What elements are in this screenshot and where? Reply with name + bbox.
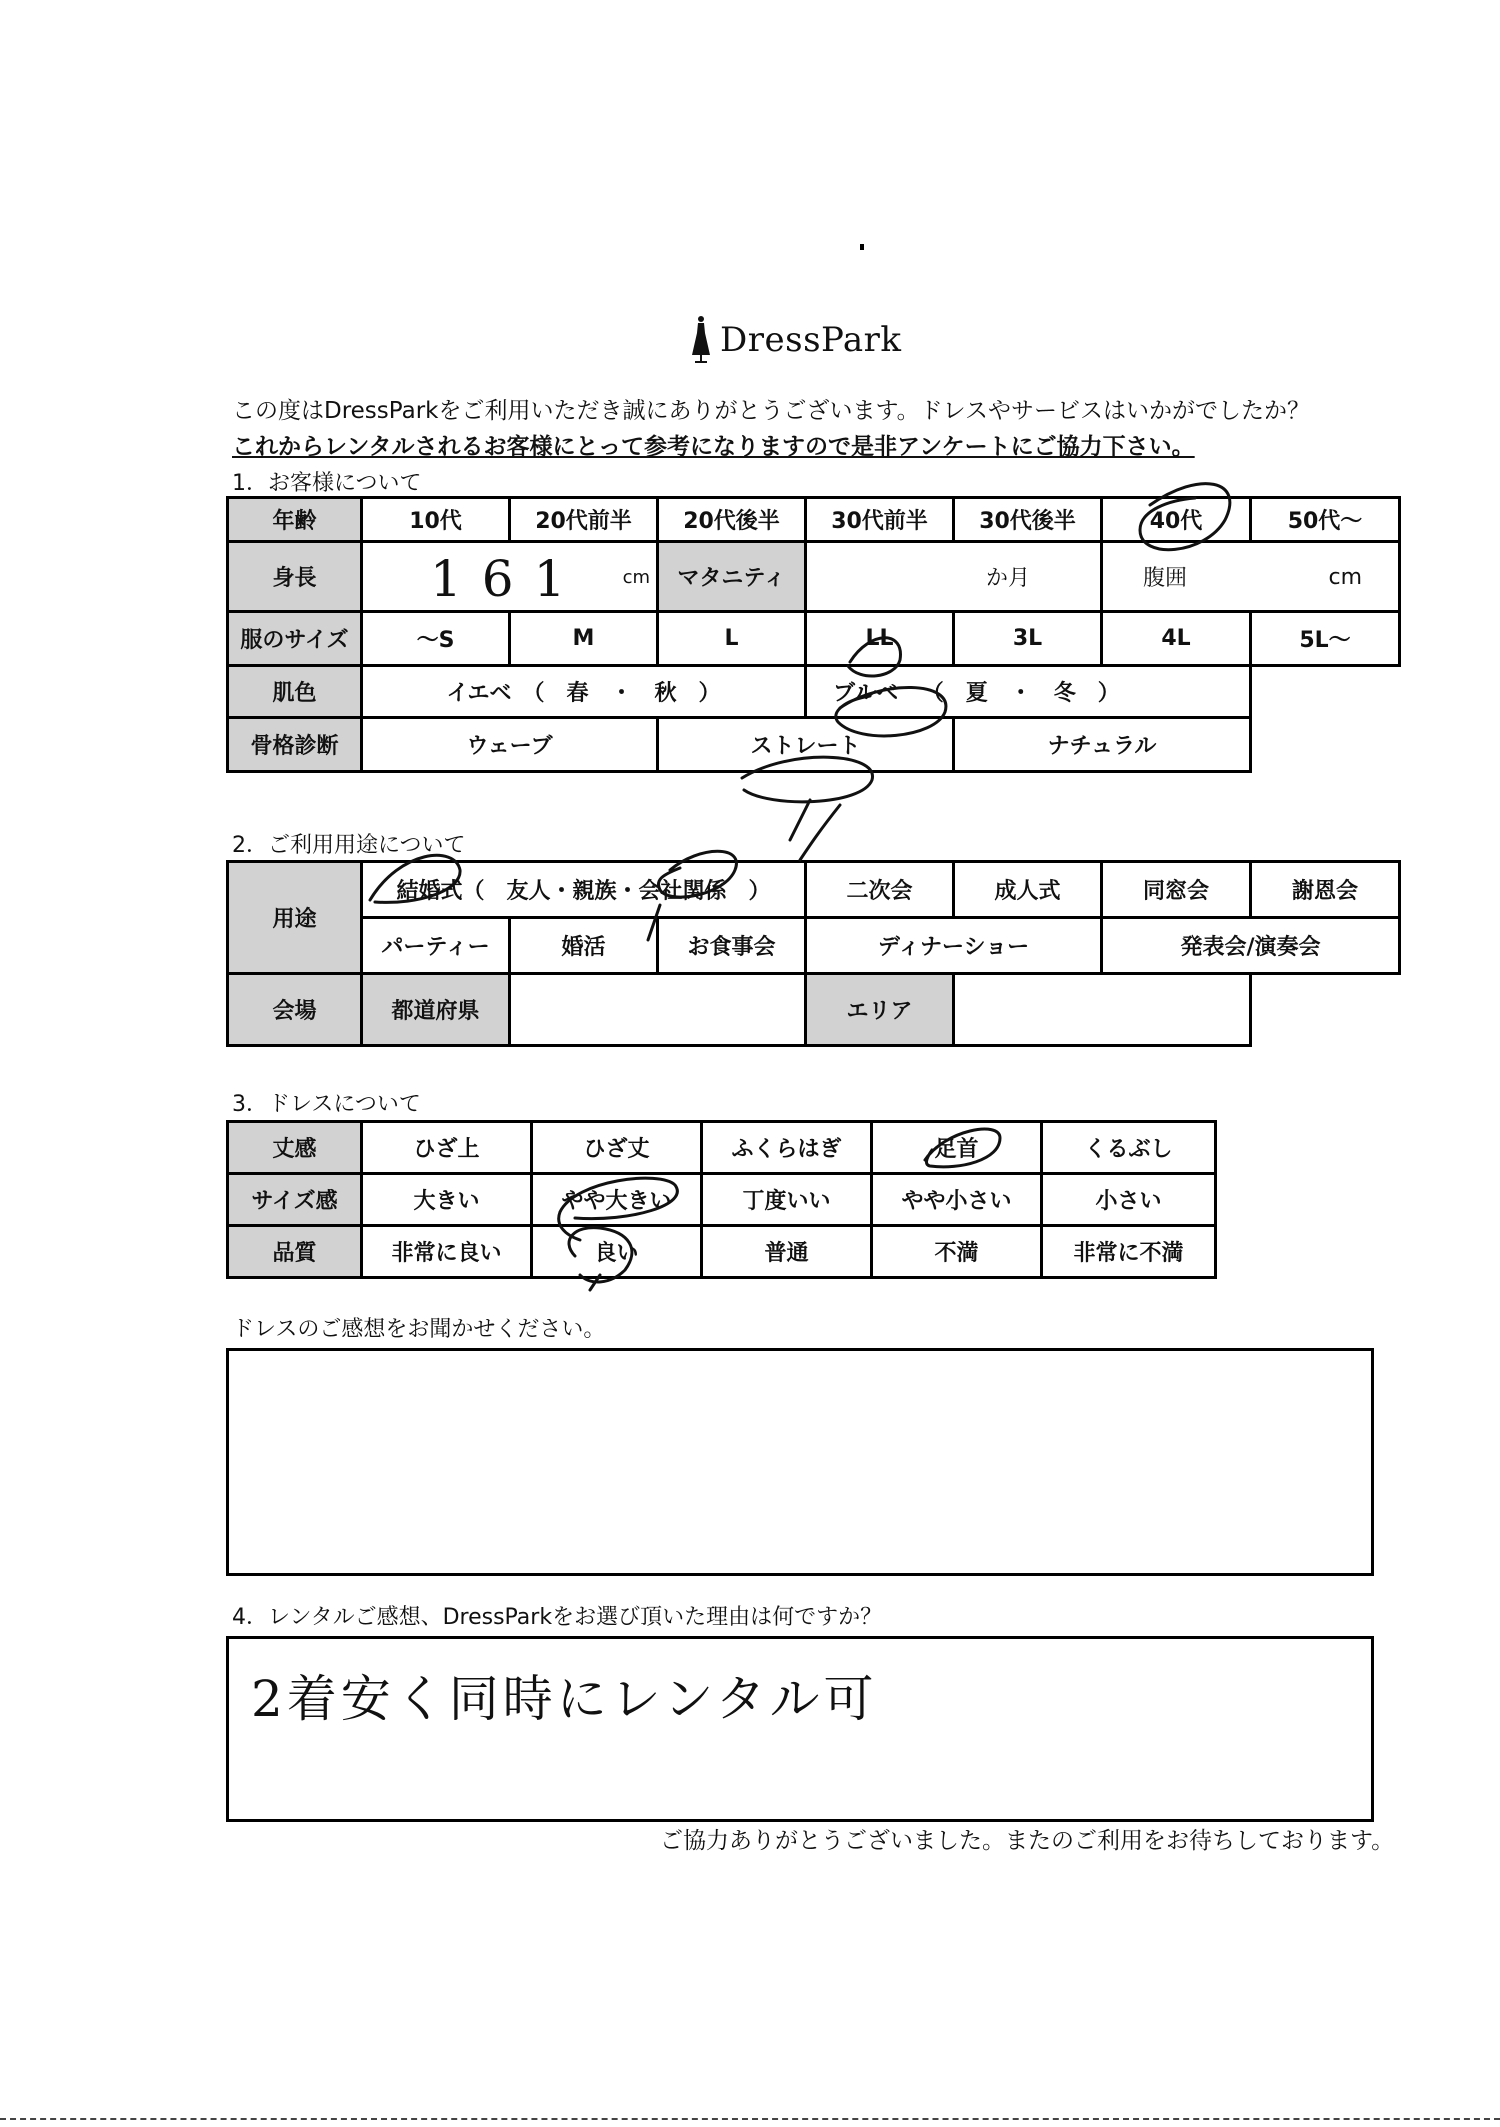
skin-option-blue-season: （ 夏 ・ 冬 ） bbox=[921, 681, 1120, 706]
section2-title: 2．ご利用用途について bbox=[232, 833, 466, 858]
circle-mark-skin bbox=[836, 687, 946, 735]
length-option-selected[interactable]: 足首 bbox=[872, 1122, 1042, 1174]
age-option[interactable]: 10代 bbox=[362, 498, 510, 542]
size-option[interactable]: 4L bbox=[1102, 612, 1251, 666]
purpose-option[interactable]: 成人式 bbox=[954, 862, 1102, 918]
length-option[interactable]: ひざ丈 bbox=[532, 1122, 702, 1174]
section4-title: 4．レンタルご感想、DressParkをお選び頂いた理由は何ですか？ bbox=[232, 1605, 883, 1630]
skin-label: 肌色 bbox=[228, 666, 362, 718]
length-option[interactable]: くるぶし bbox=[1042, 1122, 1216, 1174]
section1-title: 1．お客様について bbox=[232, 471, 422, 496]
purpose-option[interactable]: ディナーショー bbox=[806, 918, 1102, 974]
scan-bottom-edge bbox=[0, 2118, 1500, 2120]
size-option[interactable]: ～S bbox=[362, 612, 510, 666]
skin-option-yellow[interactable]: イエベ （ 春 ・ 秋 ） bbox=[362, 666, 806, 718]
purpose-label: 用途 bbox=[228, 862, 362, 974]
frame-option-selected[interactable]: ストレート bbox=[658, 718, 954, 772]
size-option[interactable]: M bbox=[510, 612, 658, 666]
circle-mark-company bbox=[648, 851, 736, 940]
fit-option-selected[interactable]: やや大きい bbox=[532, 1174, 702, 1226]
age-option[interactable]: 30代後半 bbox=[954, 498, 1102, 542]
age-option[interactable]: 30代前半 bbox=[806, 498, 954, 542]
purpose-option[interactable]: 婚活 bbox=[510, 918, 658, 974]
quality-option[interactable]: 不満 bbox=[872, 1226, 1042, 1278]
fit-label: サイズ感 bbox=[228, 1174, 362, 1226]
area-label: エリア bbox=[806, 974, 954, 1046]
age-option-selected[interactable]: 40代 bbox=[1102, 498, 1251, 542]
size-option[interactable]: 5L～ bbox=[1251, 612, 1400, 666]
length-label: 丈感 bbox=[228, 1122, 362, 1174]
circle-mark-frame bbox=[742, 757, 872, 840]
circle-mark-size bbox=[848, 638, 900, 676]
purpose-option[interactable]: 二次会 bbox=[806, 862, 954, 918]
brand-name: DressPark bbox=[720, 320, 902, 360]
circle-mark-age bbox=[1140, 484, 1230, 550]
intro-line-1: この度はDressParkをご利用いただき誠にありがとうございます。ドレスやサービスはいかがでしたか？ bbox=[232, 398, 1310, 424]
height-unit: cm bbox=[622, 567, 650, 588]
handwritten-answer: 2着安く同時にレンタル可 bbox=[251, 1670, 878, 1728]
venue-label: 会場 bbox=[228, 974, 362, 1046]
age-option[interactable]: 20代前半 bbox=[510, 498, 658, 542]
purpose-option[interactable]: お食事会 bbox=[658, 918, 806, 974]
age-label: 年齢 bbox=[228, 498, 362, 542]
fit-option[interactable]: やや小さい bbox=[872, 1174, 1042, 1226]
check-tail bbox=[800, 805, 840, 860]
closing-message: ご協力ありがとうございました。またのご利用をお待ちしております。 bbox=[660, 1828, 1395, 1854]
circle-mark-wedding bbox=[370, 855, 460, 902]
prefecture-label: 都道府県 bbox=[362, 974, 510, 1046]
section3-title: 3．ドレスについて bbox=[232, 1092, 421, 1117]
frame-option[interactable]: ナチュラル bbox=[954, 718, 1251, 772]
height-label: 身長 bbox=[228, 542, 362, 612]
waist-label: 腹囲 bbox=[1143, 566, 1188, 591]
frame-option[interactable]: ウェーブ bbox=[362, 718, 658, 772]
purpose-option[interactable]: 謝恩会 bbox=[1251, 862, 1400, 918]
fit-option[interactable]: 大きい bbox=[362, 1174, 532, 1226]
purpose-option[interactable]: パーティー bbox=[362, 918, 510, 974]
quality-option[interactable]: 非常に不満 bbox=[1042, 1226, 1216, 1278]
quality-option-selected[interactable]: 良い bbox=[532, 1226, 702, 1278]
age-option[interactable]: 50代～ bbox=[1251, 498, 1400, 542]
age-option[interactable]: 20代後半 bbox=[658, 498, 806, 542]
length-option[interactable]: ふくらはぎ bbox=[702, 1122, 872, 1174]
size-option[interactable]: L bbox=[658, 612, 806, 666]
size-option[interactable]: 3L bbox=[954, 612, 1102, 666]
size-label: 服のサイズ bbox=[228, 612, 362, 666]
quality-option[interactable]: 普通 bbox=[702, 1226, 872, 1278]
circle-mark-quality bbox=[569, 1228, 632, 1290]
length-option[interactable]: ひざ上 bbox=[362, 1122, 532, 1174]
size-option-selected[interactable]: LL bbox=[806, 612, 954, 666]
purpose-option-wedding[interactable]: 結婚式（ 友人・親族・会社関係 ） bbox=[362, 862, 806, 918]
purpose-option[interactable]: 発表会/演奏会 bbox=[1102, 918, 1400, 974]
maternity-label: マタニティ bbox=[658, 542, 806, 612]
dress-comment-prompt: ドレスのご感想をお聞かせください。 bbox=[232, 1317, 606, 1342]
skin-option-blue-label: ブルベ bbox=[833, 681, 899, 706]
waist-unit: cm bbox=[1328, 565, 1362, 590]
purpose-option[interactable]: 同窓会 bbox=[1102, 862, 1251, 918]
months-unit: か月 bbox=[985, 566, 1030, 591]
quality-option[interactable]: 非常に良い bbox=[362, 1226, 532, 1278]
handwritten-height: 161 bbox=[430, 550, 586, 608]
circle-mark-length bbox=[925, 1129, 1000, 1167]
frame-label: 骨格診断 bbox=[228, 718, 362, 772]
fit-option[interactable]: 小さい bbox=[1042, 1174, 1216, 1226]
intro-line-2: これからレンタルされるお客様にとって参考になりますので是非アンケートにご協力下さい。 bbox=[232, 434, 1195, 460]
quality-label: 品質 bbox=[228, 1226, 362, 1278]
fit-option[interactable]: 丁度いい bbox=[702, 1174, 872, 1226]
